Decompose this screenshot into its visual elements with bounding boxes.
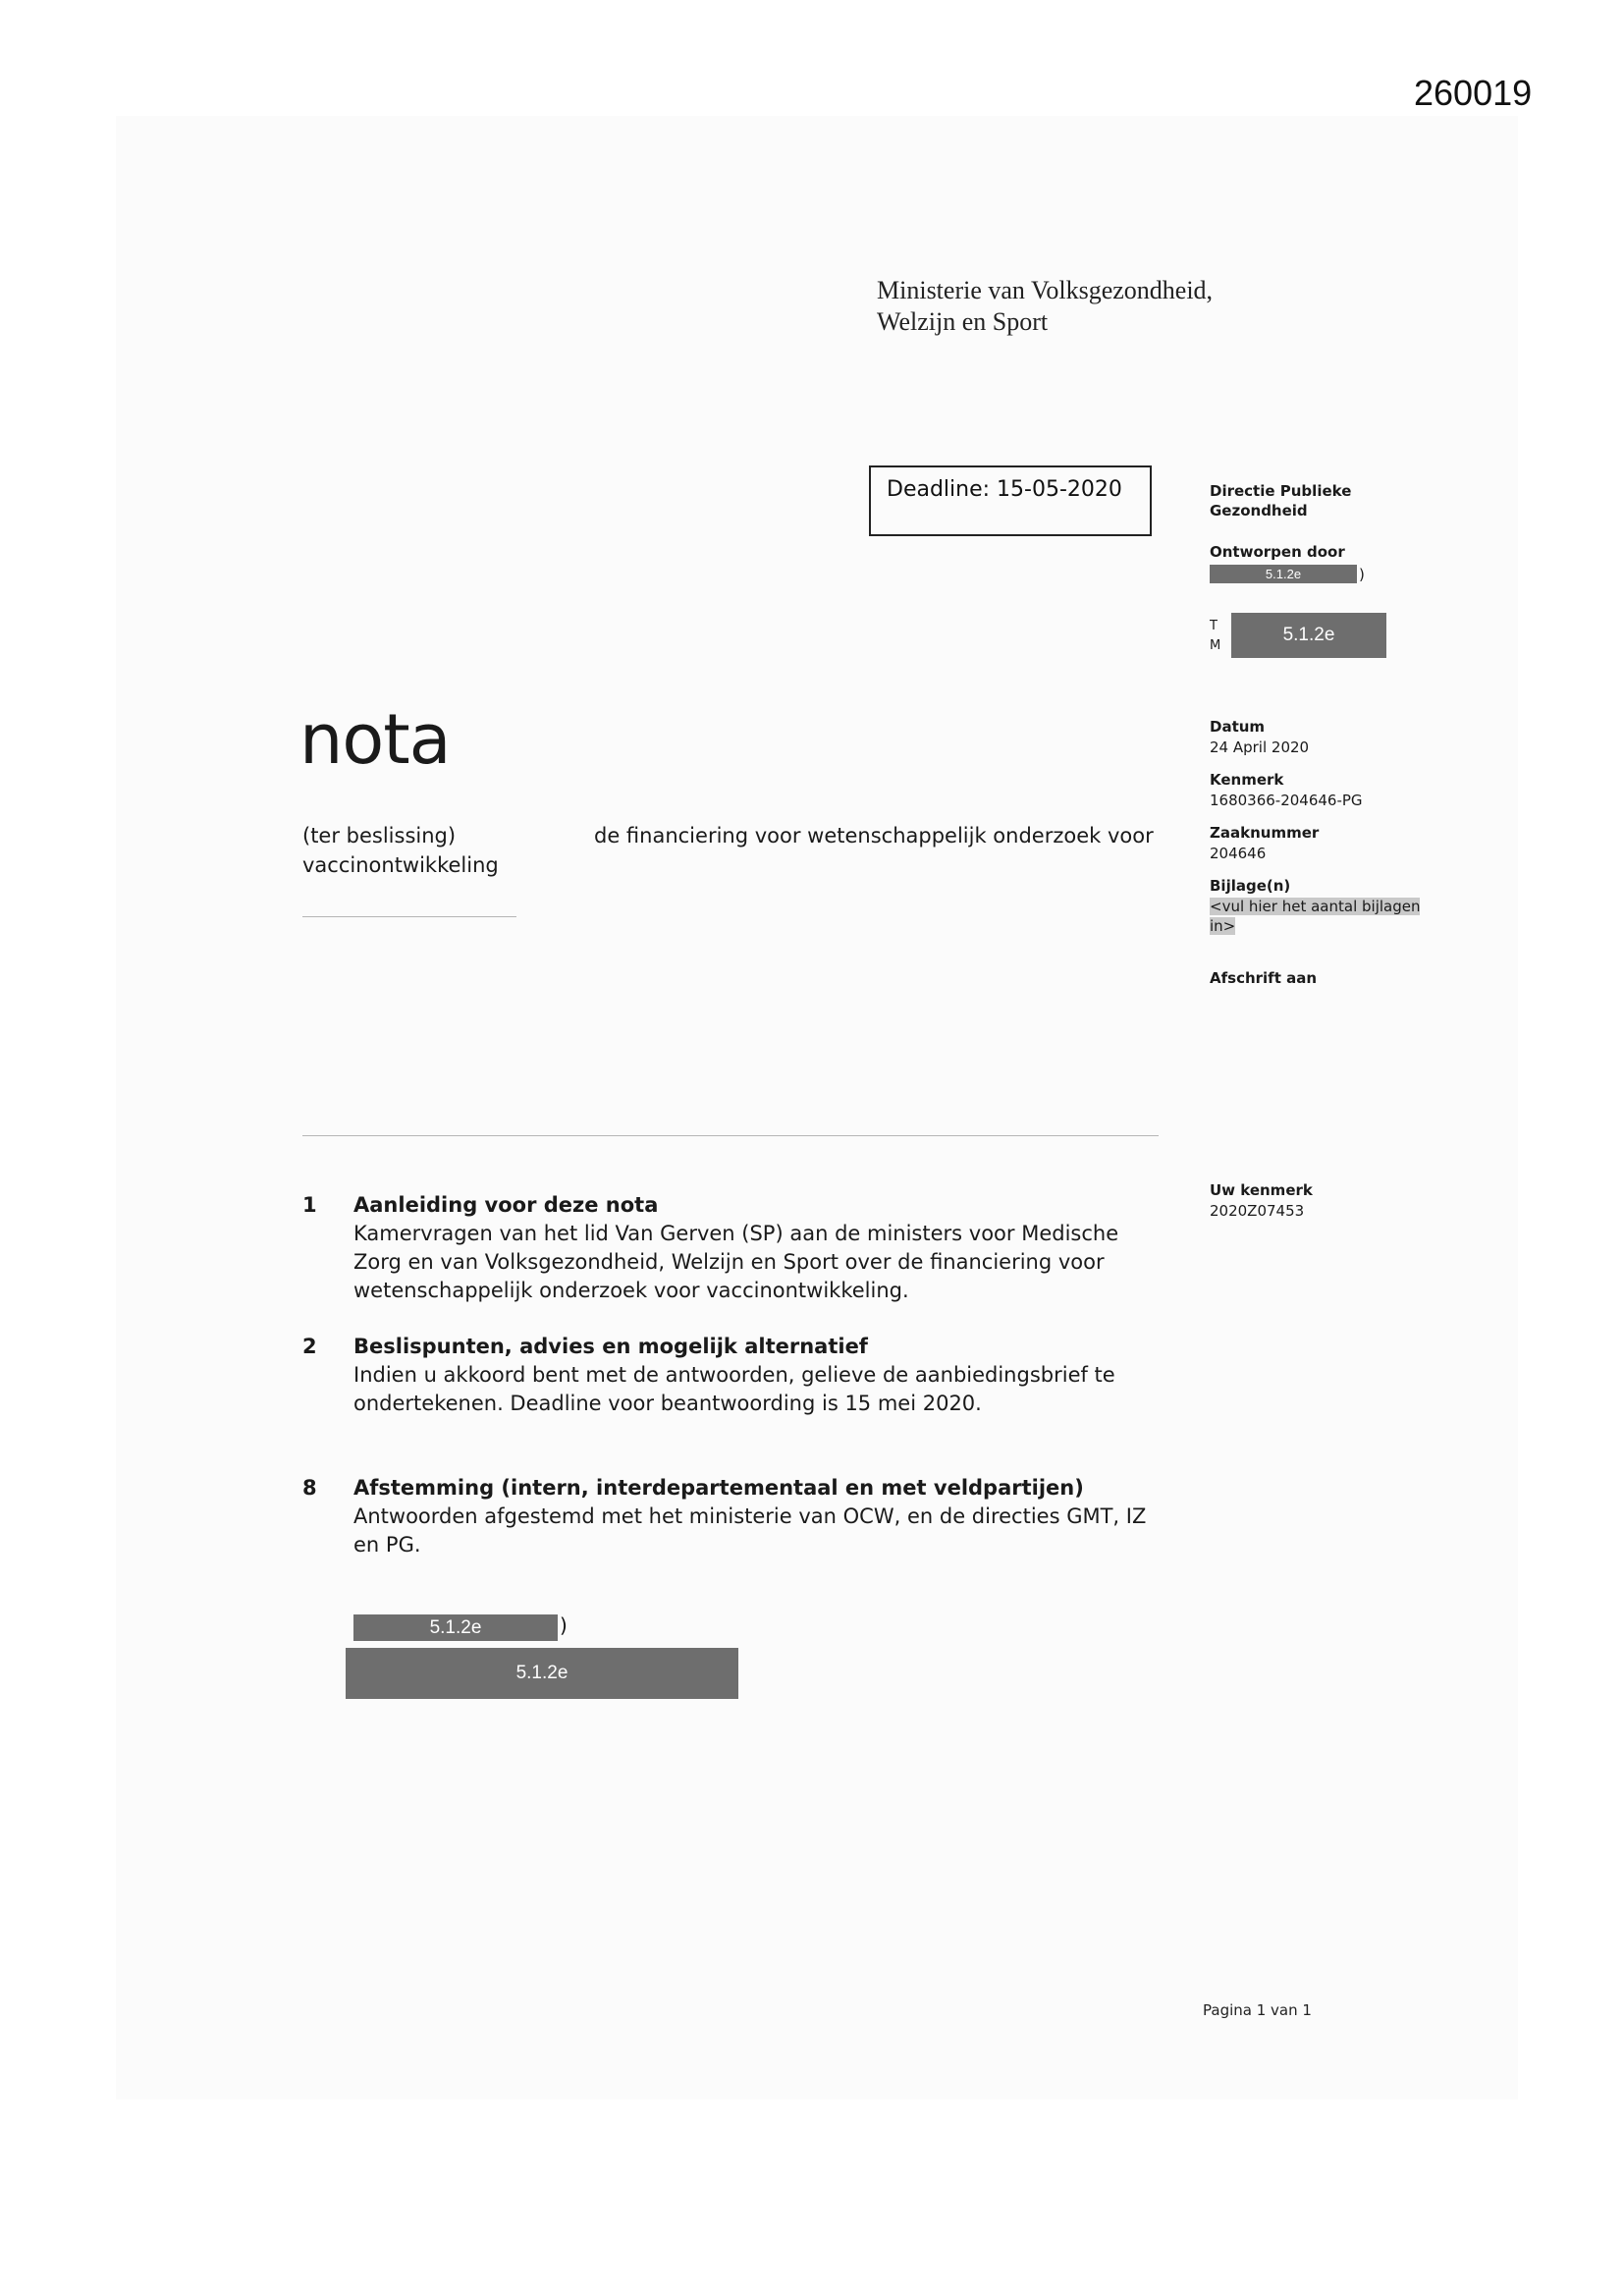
paren-text: ) [1359,566,1365,583]
section-line: ondertekenen. Deadline voor beantwoording is 15 mei 2020. [353,1392,982,1415]
kenmerk-label: Kenmerk [1210,771,1284,789]
bijlage-highlight-2: in> [1210,917,1236,935]
section-body [353,1361,1178,1418]
section-line: Antwoorden afgestemd met het ministerie van OCW, en de directies GMT, IZ [353,1504,1147,1528]
subject-line-1: de financiering voor wetenschappelijk onderzoek voor [594,824,1154,847]
long-divider [302,1135,1159,1136]
section-aanleiding [302,1191,1186,1309]
zaaknummer-label: Zaaknummer [1210,824,1320,842]
page-footer: Pagina 1 van 1 [1203,2001,1312,2019]
ministry-line-1: Ministerie van Volksgezondheid, [877,276,1214,304]
document-number: 260019 [1414,73,1533,113]
section-title: Aanleiding voor deze nota [353,1193,659,1217]
zaaknummer-value: 204646 [1210,845,1267,862]
afschrift-label: Afschrift aan [1210,969,1318,987]
kenmerk-value: 1680366-204646-PG [1210,792,1363,809]
section-number: 2 [302,1335,317,1358]
section-line: wetenschappelijk onderzoek voor vaccinontwikkeling. [353,1279,909,1302]
section-title: Afstemming (intern, interdepartementaal en met veldpartijen) [353,1476,1084,1500]
bijlage-value-line-2 [1210,916,1235,936]
subject-line-2: vaccinontwikkeling [302,853,499,877]
section-title: Beslispunten, advies en mogelijk alternatief [353,1335,868,1358]
ontworpen-door-label: Ontworpen door [1210,543,1345,561]
redaction-bar: 5.1.2e [1210,565,1357,583]
bijlage-label: Bijlage(n) [1210,877,1291,895]
section-line: Kamervragen van het lid Van Gerven (SP) aan de ministers voor Medische [353,1222,1119,1245]
section-afstemming [302,1474,1186,1562]
uw-kenmerk-label: Uw kenmerk [1210,1181,1313,1199]
bijlage-highlight-1: <vul hier het aantal bijlagen [1210,898,1421,915]
section-body [353,1503,1178,1559]
section-number: 8 [302,1476,317,1500]
section-line: en PG. [353,1533,421,1557]
subject-status: (ter beslissing) [302,824,457,847]
redaction-bar-signature: 5.1.2e [353,1614,558,1641]
section-beslispunten [302,1333,1186,1421]
datum-label: Datum [1210,718,1266,736]
page-sheet [116,116,1518,2100]
ministry-line-2: Welzijn en Sport [877,307,1049,336]
short-divider [302,916,516,917]
datum-value: 24 April 2020 [1210,738,1310,756]
nota-heading: nota [299,699,451,780]
directie-label-2: Gezondheid [1210,502,1308,519]
deadline-box: Deadline: 15-05-2020 [869,465,1152,536]
redaction-block: 5.1.2e [1231,613,1386,658]
section-body [353,1220,1178,1305]
section-line: Zorg en van Volksgezondheid, Welzijn en Sport over de financiering voor [353,1250,1105,1274]
section-number: 1 [302,1193,317,1217]
phone-label: T [1210,619,1218,633]
ministry-logo-text [877,275,1213,338]
bijlage-value-line-1 [1210,897,1420,916]
directie-label-1: Directie Publieke [1210,482,1352,500]
section-line: Indien u akkoord bent met de antwoorden, gelieve de aanbiedingsbrief te [353,1363,1115,1387]
mobile-label: M [1210,638,1221,653]
redaction-block-signature: 5.1.2e [346,1648,738,1699]
uw-kenmerk-value: 2020Z07453 [1210,1202,1305,1220]
paren-text: ) [560,1613,568,1637]
